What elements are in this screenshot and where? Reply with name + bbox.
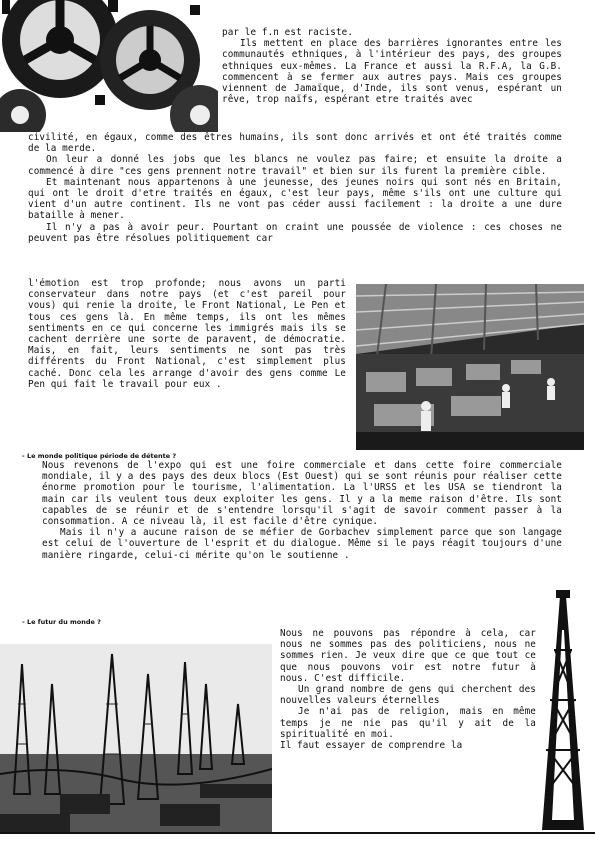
body-left-column bbox=[28, 278, 346, 390]
gears-photo bbox=[0, 0, 218, 132]
oil-derricks-photo bbox=[0, 644, 272, 832]
paragraph: Nous ne pouvons pas répondre à cela, car nous ne sommes pas des politiciens, nous ne sommes rien. Je veux dire que ce que tout ce que nous pouvons voir est notre futur à nous. C'est difficile. bbox=[280, 628, 536, 684]
section-heading-futur: - Le futur du monde ? bbox=[22, 618, 101, 626]
text-line: par le f.n est raciste. bbox=[222, 27, 354, 38]
paragraph: Et maintenant nous appartenons à une jeunesse, des jeunes noirs qui sont nés en Britain, qui ont le droit d'etre traités en égaux, c'est leur pays, même s'ils ont une culture qui vient d'un autre continent. Ils ne vont pas céder aussi facilement : la droite a une dure bataille à mener. bbox=[28, 176, 562, 222]
section-futur-body bbox=[280, 628, 536, 751]
paragraph: Nous revenons de l'expo qui est une foire commerciale et dans cette foire commerciale mondiale, il y a des pays des deux blocs (Est Ouest) qui se sont réunis pour réaliser cette énorme promotion pour le tourisme, l'alimentation. La l'URSS et les USA se tiendront la main car ils veulent tous deux exploiter les gens. Il y a la meme raison d'être. Ils sont capables de se réunir et de s'entendre lorsqu'il s'agit de savoir comment passer à la consommation. A ce niveau là, il est facile d'être cynique. bbox=[42, 460, 562, 528]
paragraph: Ils mettent en place des barrières ignorantes entre les communautés ethniques, à l'intérieur des pays, des groupes ethniques eux-mêmes. La France et aussi la R.F.A, la G.B. commencent à se fermer aux autres pays. Mais ces groupes viennent de Jamaïque, d'Inde, ils sont venus, espérant un rêve, trop naïfs, espérant etre traités avec bbox=[222, 38, 562, 106]
oil-derrick-photo bbox=[538, 590, 588, 830]
paragraph: l'émotion est trop profonde; nous avons un parti conservateur dans notre pays (et c'est pareil pour vous) qui renie la droite, le Front National, Le Pen et tous ces gens là. En même temps, ils ont les mêmes sentiments en ce qui concerne les immigrés mais ils se cachent derrière une sorte de paravent, de démocratie. Mais, en fait, leurs sentiments ne sont pas très différents du Front National, c'est simplement plus caché. Donc cela les arrange d'avoir des gens comme Le Pen qui fait le travail pour eux . bbox=[28, 278, 346, 390]
body-section-1 bbox=[28, 132, 562, 244]
paragraph: Mais il n'y a aucune raison de se méfier de Gorbachev simplement parce que son langage est celui de l'ouverture de l'esprit et du dialogue. Même si le pays réagit toujours d'une manière ringarde, celui-ci mérite qu'on le soutienne . bbox=[42, 527, 562, 561]
paragraph: Il n'y a pas à avoir peur. Pourtant on craint une poussée de violence : ces choses ne peuvent pas être résolues politiquement car bbox=[28, 221, 562, 244]
paragraph: Je n'ai pas de religion, mais en même temps je ne nie pas qu'il y ait de la spiritualité en moi. bbox=[280, 706, 536, 740]
factory-workers-photo bbox=[356, 284, 584, 450]
paragraph: On leur a donné les jobs que les blancs ne voulez pas faire; et ensuite la droite a commencé à dire "ces gens prennent notre travail" et bien sur ils furent la première cible. bbox=[28, 154, 562, 177]
bottom-rule bbox=[0, 832, 595, 834]
section-detente-body bbox=[42, 460, 562, 561]
paragraph: civilité, en égaux, comme des êtres humains, ils sont donc arrivés et ont été traités comme de la merde. bbox=[28, 132, 562, 155]
paragraph: Un grand nombre de gens qui cherchent des nouvelles valeurs éternelles bbox=[280, 684, 536, 707]
top-right-column bbox=[222, 27, 562, 105]
section-heading-detente: - Le monde politique période de détente ? bbox=[22, 452, 177, 460]
paragraph: Il faut essayer de comprendre la bbox=[280, 740, 463, 752]
